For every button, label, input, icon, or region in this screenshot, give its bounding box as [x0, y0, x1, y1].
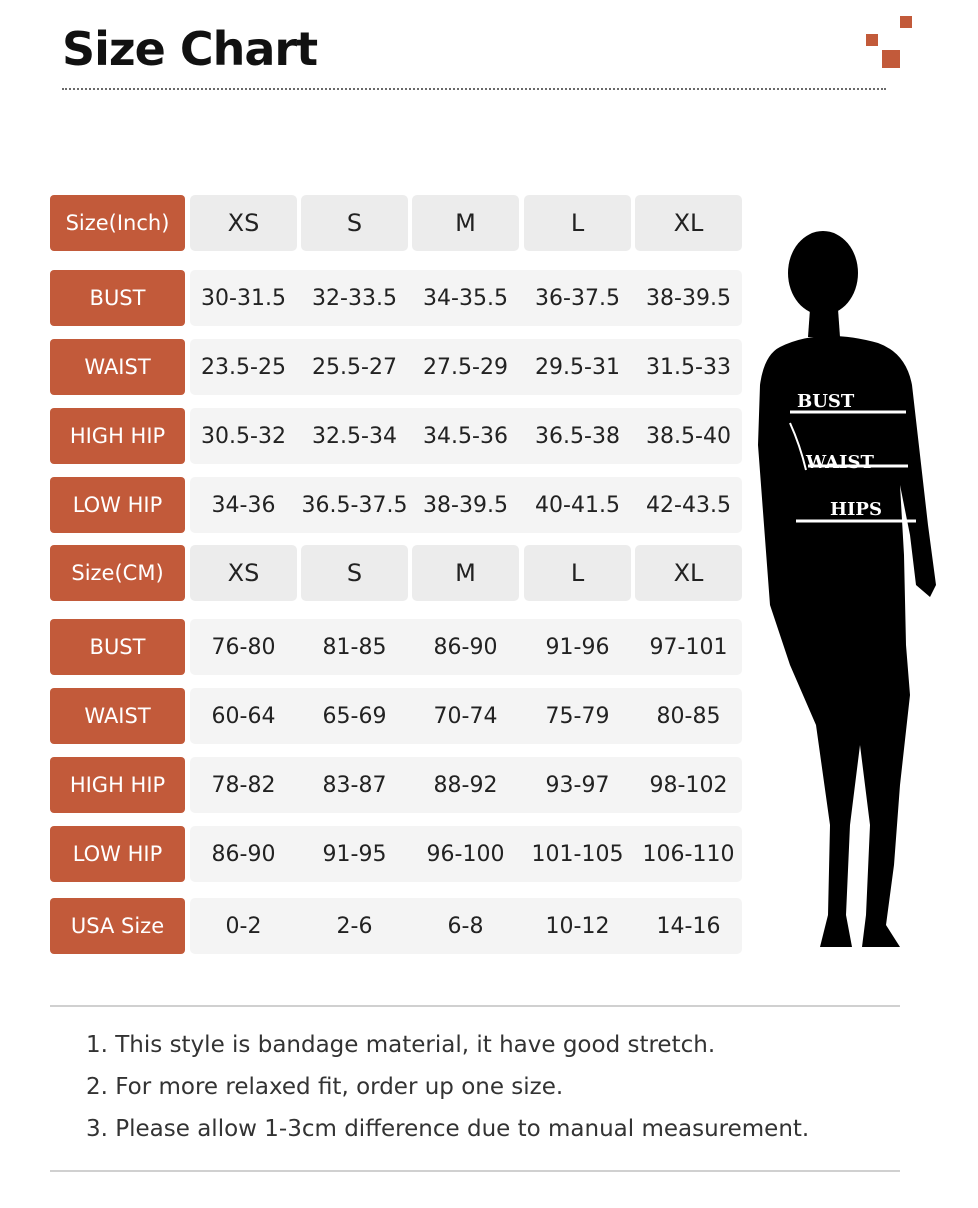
table-cell: 75-79	[545, 703, 610, 729]
table-cell: 65-69	[322, 703, 387, 729]
cm-header-label: Size(CM)	[50, 545, 185, 601]
table-cell: 101-105	[531, 841, 624, 867]
size-header-cell: XL	[635, 545, 742, 601]
table-cell: 34.5-36	[423, 423, 508, 449]
row-label: HIGH HIP	[50, 757, 185, 813]
table-cell: 86-90	[211, 841, 276, 867]
table-cell: 86-90	[433, 634, 498, 660]
table-cell: 0-2	[225, 913, 262, 939]
cm-header-row	[50, 545, 742, 601]
table-row	[50, 757, 742, 813]
table-cell: 76-80	[211, 634, 276, 660]
size-header-cell: L	[524, 545, 631, 601]
table-cell: 91-96	[545, 634, 610, 660]
table-cell: 27.5-29	[423, 354, 508, 380]
table-cell: 106-110	[642, 841, 735, 867]
table-cell: 83-87	[322, 772, 387, 798]
size-header-cell: L	[524, 195, 631, 251]
table-cell: 42-43.5	[646, 492, 731, 518]
note-item: 3. Please allow 1-3cm difference due to manual measurement.	[86, 1116, 810, 1142]
table-cell: 29.5-31	[535, 354, 620, 380]
size-header-cell: S	[301, 195, 408, 251]
table-row	[50, 477, 742, 533]
table-cell: 36-37.5	[535, 285, 620, 311]
size-header-cell: M	[412, 195, 519, 251]
table-cell: 97-101	[649, 634, 728, 660]
inch-header-label: Size(Inch)	[50, 195, 185, 251]
table-cell: 36.5-38	[535, 423, 620, 449]
body-silhouette-figure	[750, 225, 960, 955]
table-cell: 30.5-32	[201, 423, 286, 449]
table-cell: 34-35.5	[423, 285, 508, 311]
table-cell: 23.5-25	[201, 354, 286, 380]
table-cell: 6-8	[447, 913, 484, 939]
silhouette-icon	[758, 231, 936, 947]
table-cell: 93-97	[545, 772, 610, 798]
size-header-cell: XS	[190, 545, 297, 601]
figure-label-waist: WAIST	[806, 452, 874, 473]
table-cell: 38.5-40	[646, 423, 731, 449]
table-row	[50, 408, 742, 464]
table-row	[50, 619, 742, 675]
table-cell: 78-82	[211, 772, 276, 798]
note-item: 1. This style is bandage material, it have good stretch.	[86, 1032, 716, 1058]
row-label: WAIST	[50, 339, 185, 395]
table-row	[50, 339, 742, 395]
table-cell: 32-33.5	[312, 285, 397, 311]
notes-top-divider	[50, 1005, 900, 1007]
table-row	[50, 826, 742, 882]
row-label: WAIST	[50, 688, 185, 744]
table-cell: 31.5-33	[646, 354, 731, 380]
table-cell: 80-85	[656, 703, 721, 729]
table-cell: 88-92	[433, 772, 498, 798]
table-cell: 25.5-27	[312, 354, 397, 380]
table-cell: 40-41.5	[535, 492, 620, 518]
table-cell: 38-39.5	[646, 285, 731, 311]
row-label: BUST	[50, 270, 185, 326]
row-label: USA Size	[50, 898, 185, 954]
table-cell: 30-31.5	[201, 285, 286, 311]
title-divider	[62, 88, 886, 90]
row-label: LOW HIP	[50, 826, 185, 882]
table-cell: 2-6	[336, 913, 373, 939]
row-label: HIGH HIP	[50, 408, 185, 464]
inch-header-row	[50, 195, 742, 251]
size-header-cell: M	[412, 545, 519, 601]
table-cell: 38-39.5	[423, 492, 508, 518]
table-row	[50, 898, 742, 954]
table-cell: 34-36	[211, 492, 276, 518]
table-cell: 60-64	[211, 703, 276, 729]
table-cell: 32.5-34	[312, 423, 397, 449]
table-cell: 70-74	[433, 703, 498, 729]
table-cell: 91-95	[322, 841, 387, 867]
note-item: 2. For more relaxed fit, order up one size.	[86, 1074, 564, 1100]
corner-squares-icon	[866, 16, 902, 68]
figure-label-hips: HIPS	[830, 499, 882, 520]
table-cell: 36.5-37.5	[301, 492, 408, 518]
size-header-cell: XL	[635, 195, 742, 251]
table-cell: 96-100	[426, 841, 505, 867]
size-header-cell: XS	[190, 195, 297, 251]
table-cell: 81-85	[322, 634, 387, 660]
table-row	[50, 270, 742, 326]
table-row	[50, 688, 742, 744]
row-label: BUST	[50, 619, 185, 675]
notes-bottom-divider	[50, 1170, 900, 1172]
figure-label-bust: BUST	[797, 391, 855, 412]
table-cell: 10-12	[545, 913, 610, 939]
table-cell: 14-16	[656, 913, 721, 939]
row-label: LOW HIP	[50, 477, 185, 533]
size-header-cell: S	[301, 545, 408, 601]
page-title: Size Chart	[62, 22, 318, 76]
table-cell: 98-102	[649, 772, 728, 798]
